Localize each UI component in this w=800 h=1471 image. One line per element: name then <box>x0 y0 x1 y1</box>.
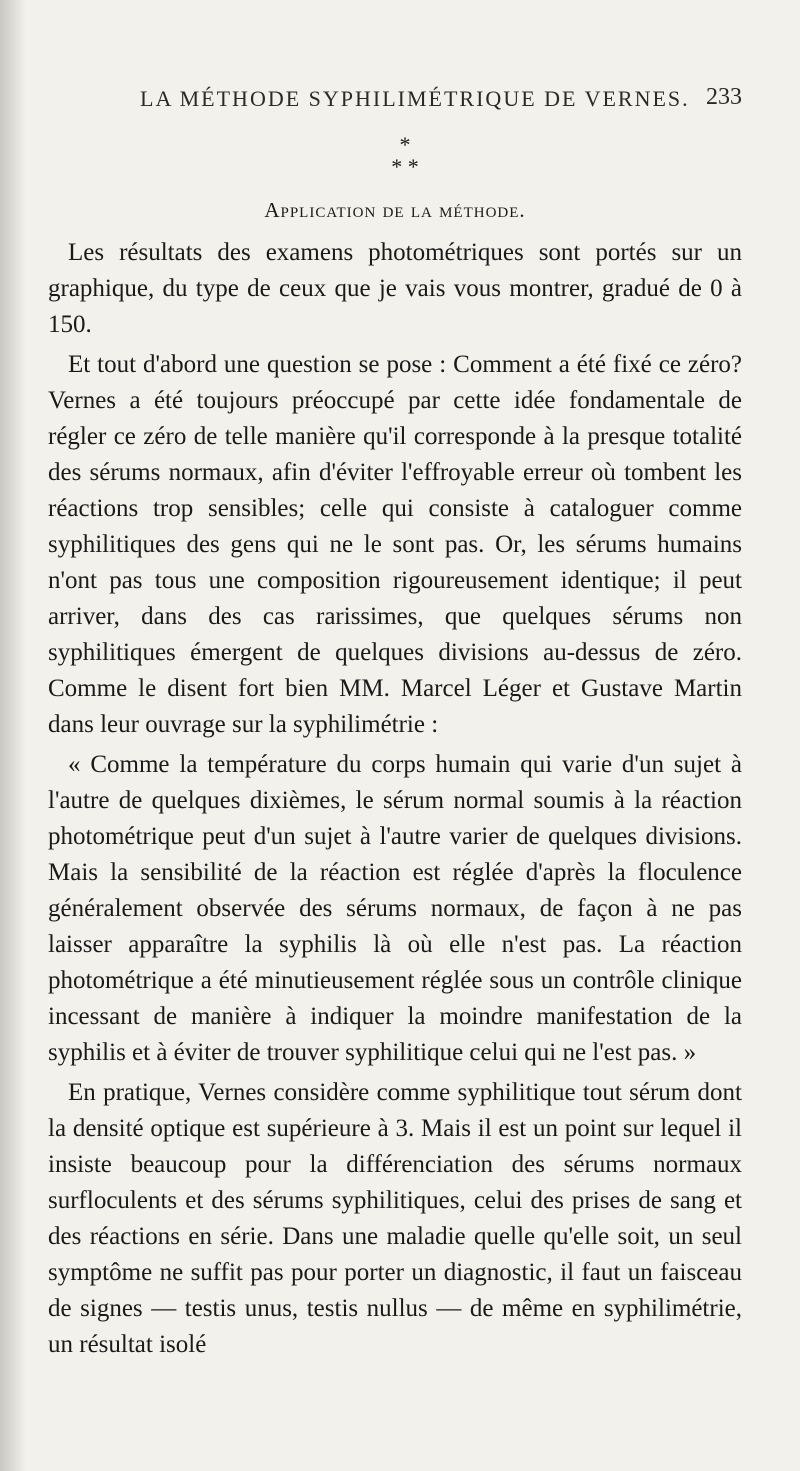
page-header <box>48 72 742 116</box>
page-gutter-shadow <box>0 0 26 1471</box>
running-head: LA MÉTHODE SYPHILIMÉTRIQUE DE VERNES. <box>140 86 690 111</box>
paragraph-quotation: « Comme la température du corps humain qui varie d'un sujet à l'autre de quelques dixièmes, le sérum normal soumis à la réaction photométrique peut d'un sujet à l'autre varier de quelques divisions. Mais la sensibilité de la réaction est réglée d'après la floculence généralement observée des sérums normaux, de façon à ne pas laisser apparaître la syphilis là où elle n'est pas. La réaction photométrique a été minutieusement réglée sous un contrôle clinique incessant de manière à indiquer la moindre manifestation de la syphilis et à éviter de trouver syphilitique celui qui ne l'est pas. » <box>48 751 742 1066</box>
section-ornament <box>68 134 742 178</box>
paragraph-zero-question: Et tout d'abord une question se pose : Comment a été fixé ce zéro? Vernes a été toujours préoccupé par cette idée fondamentale de régler ce zéro de telle manière qu'il corresponde à la presque totalité des sérums normaux, afin d'éviter l'effroyable erreur où tombent les réactions trop sensibles; celle qui consiste à cataloguer comme syphilitiques des gens qui ne le sont pas. Or, les sérums humains n'ont pas tous une composition rigoureusement identique; il peut arriver, dans des cas rarissimes, que quelques sérums non syphilitiques émergent de quelques divisions au-dessus de zéro. Comme le disent fort bien MM. Marcel Léger et Gustave Martin dans leur ouvrage sur la syphilimétrie : <box>48 351 742 738</box>
page-number: 233 <box>706 84 742 110</box>
section-title: Application de la méthode. <box>264 198 526 222</box>
paragraph-practice: En pratique, Vernes considère comme syphilitique tout sérum dont la densité optique est supérieure à 3. Mais il est un point sur lequel il insiste beaucoup pour la différenciation des sérums normaux surfloculents et des sérums syphilitiques, celui des prises de sang et des réactions en série. Dans une maladie quelle qu'elle soit, un seul symptôme ne suffit pas pour porter un diagnostic, il faut un faisceau de signes — testis unus, testis nullus — de même en syphilimétrie, un résultat isolé <box>48 1079 742 1358</box>
ornament-top: * <box>399 132 411 157</box>
ornament-bottom: * * <box>391 154 419 179</box>
paragraph-results: Les résultats des examens photométriques sont portés sur un graphique, du type de ceux que je vais vous montrer, gradué de 0 à 150. <box>48 239 742 338</box>
